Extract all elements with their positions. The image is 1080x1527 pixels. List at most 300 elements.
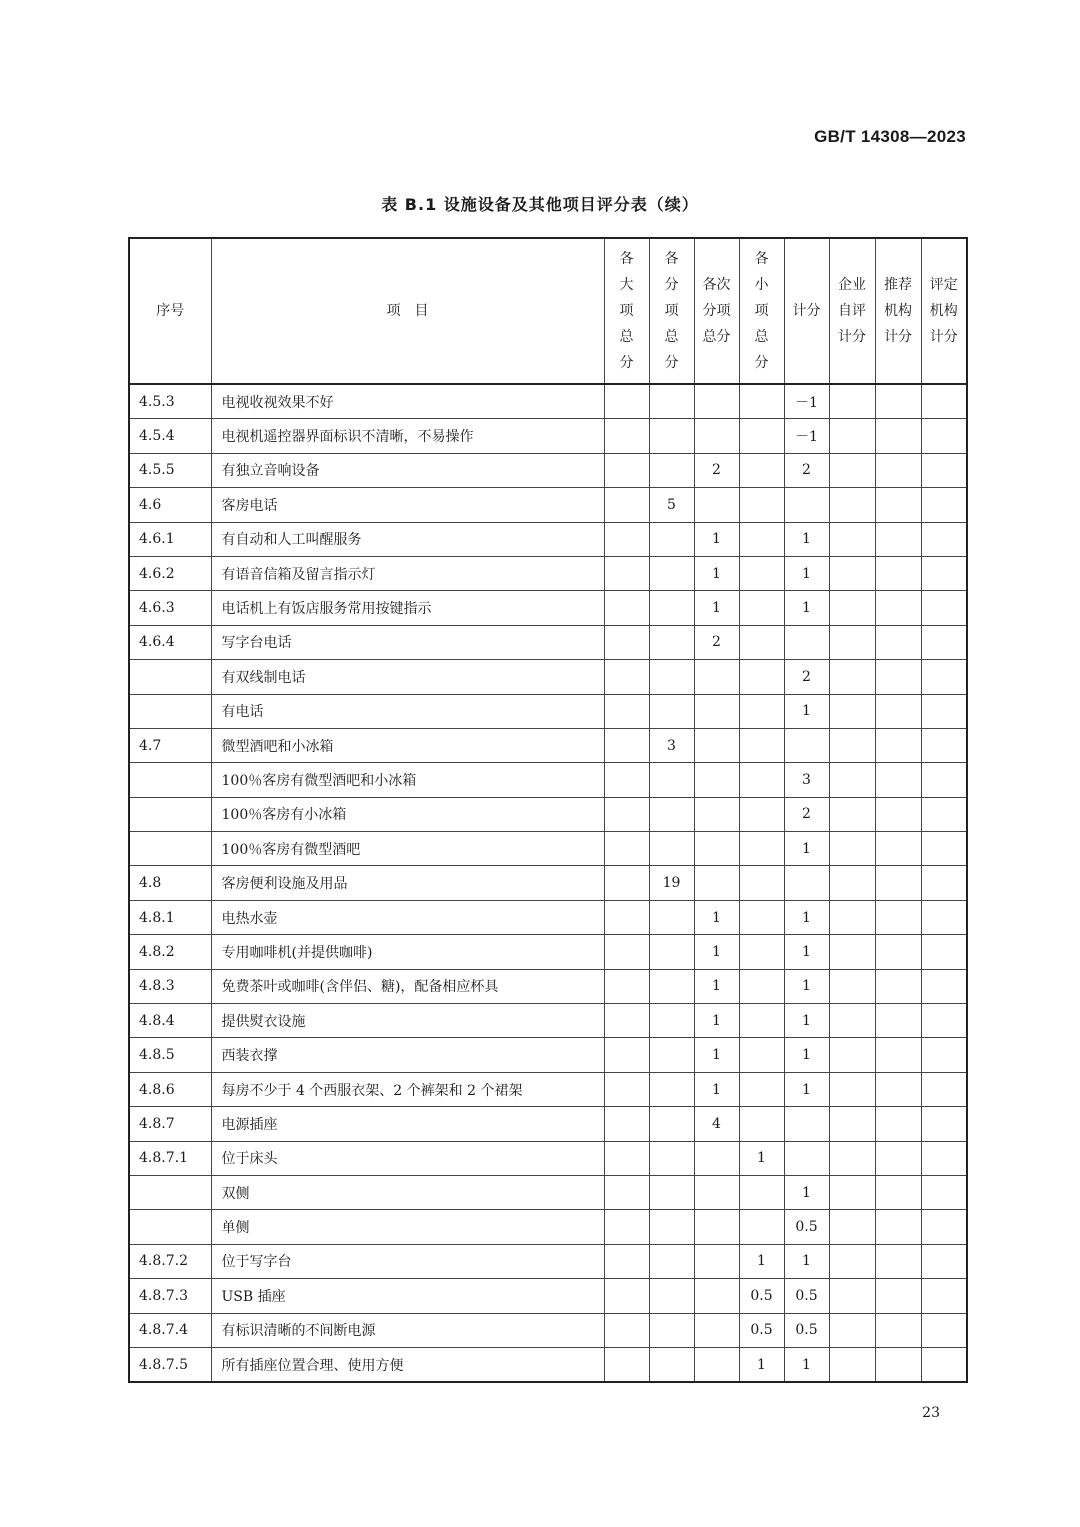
cell-recommend-score: [875, 797, 921, 831]
col-header-sub-total-text: 各分项总分: [664, 251, 679, 371]
cell-rating-score: [921, 556, 967, 590]
cell-secondary-total: 1: [694, 935, 739, 969]
cell-major-total: [604, 591, 649, 625]
cell-minor-total: [739, 591, 784, 625]
cell-secondary-total: 1: [694, 556, 739, 590]
cell-item: 电视机遥控器界面标识不清晰，不易操作: [211, 419, 604, 453]
cell-sub-total: [649, 419, 694, 453]
table-row: [129, 969, 967, 1003]
cell-minor-total: [739, 660, 784, 694]
cell-self-score: [829, 522, 875, 556]
col-header-secondary-total-text: 各次分项总分: [702, 277, 731, 345]
table-row: [129, 556, 967, 590]
cell-score: [784, 625, 829, 659]
cell-self-score: [829, 969, 875, 1003]
cell-item: 有电话: [211, 694, 604, 728]
cell-item: 100％客房有微型酒吧和小冰箱: [211, 763, 604, 797]
cell-score: 1: [784, 1244, 829, 1278]
cell-item: 有独立音响设备: [211, 453, 604, 487]
cell-seq: 4.8.7.3: [129, 1279, 211, 1313]
cell-seq: 4.6: [129, 488, 211, 522]
cell-recommend-score: [875, 591, 921, 625]
cell-item: 100％客房有小冰箱: [211, 797, 604, 831]
col-header-rating-score-text: 评定机构计分: [929, 277, 958, 345]
cell-rating-score: [921, 488, 967, 522]
cell-rating-score: [921, 1279, 967, 1313]
cell-recommend-score: [875, 832, 921, 866]
cell-seq: 4.8.6: [129, 1072, 211, 1106]
cell-seq: 4.8.4: [129, 1004, 211, 1038]
cell-item: 每房不少于 4 个西服衣架、2 个裤架和 2 个裙架: [211, 1072, 604, 1106]
cell-item: USB 插座: [211, 1279, 604, 1313]
table-row: [129, 1279, 967, 1313]
cell-major-total: [604, 384, 649, 419]
cell-recommend-score: [875, 900, 921, 934]
cell-recommend-score: [875, 1072, 921, 1106]
cell-score: 1: [784, 832, 829, 866]
cell-seq: [129, 660, 211, 694]
cell-score: 2: [784, 797, 829, 831]
cell-item: 100％客房有微型酒吧: [211, 832, 604, 866]
cell-secondary-total: 1: [694, 1072, 739, 1106]
cell-self-score: [829, 419, 875, 453]
cell-secondary-total: [694, 419, 739, 453]
table-row: [129, 763, 967, 797]
cell-recommend-score: [875, 1038, 921, 1072]
cell-secondary-total: [694, 660, 739, 694]
table-row: [129, 1175, 967, 1209]
cell-major-total: [604, 1313, 649, 1347]
cell-self-score: [829, 1107, 875, 1141]
cell-score: －1: [784, 419, 829, 453]
cell-item: 客房电话: [211, 488, 604, 522]
cell-sub-total: [649, 625, 694, 659]
col-header-recommend-score-text: 推荐机构计分: [884, 277, 912, 345]
cell-sub-total: [649, 797, 694, 831]
cell-sub-total: [649, 763, 694, 797]
cell-rating-score: [921, 935, 967, 969]
cell-secondary-total: 1: [694, 1038, 739, 1072]
cell-seq: 4.8.7.1: [129, 1141, 211, 1175]
cell-major-total: [604, 969, 649, 1003]
cell-sub-total: [649, 1210, 694, 1244]
cell-minor-total: 1: [739, 1244, 784, 1278]
cell-major-total: [604, 900, 649, 934]
cell-major-total: [604, 728, 649, 762]
table-row: [129, 1210, 967, 1244]
cell-self-score: [829, 1141, 875, 1175]
table-row: [129, 1038, 967, 1072]
cell-sub-total: [649, 1313, 694, 1347]
col-header-sub-total: [649, 238, 694, 384]
cell-self-score: [829, 832, 875, 866]
cell-rating-score: [921, 453, 967, 487]
cell-seq: 4.6.3: [129, 591, 211, 625]
cell-secondary-total: [694, 1244, 739, 1278]
cell-secondary-total: [694, 832, 739, 866]
table-row: [129, 384, 967, 419]
cell-score: [784, 866, 829, 900]
cell-rating-score: [921, 1175, 967, 1209]
cell-secondary-total: [694, 1141, 739, 1175]
cell-minor-total: [739, 728, 784, 762]
cell-score: 1: [784, 969, 829, 1003]
cell-major-total: [604, 556, 649, 590]
table-row: [129, 1004, 967, 1038]
cell-rating-score: [921, 728, 967, 762]
cell-item: 电源插座: [211, 1107, 604, 1141]
col-header-major-total-text: 各大项总分: [619, 251, 634, 371]
cell-secondary-total: [694, 763, 739, 797]
cell-major-total: [604, 866, 649, 900]
cell-recommend-score: [875, 384, 921, 419]
cell-recommend-score: [875, 1279, 921, 1313]
table-row: [129, 419, 967, 453]
cell-score: 3: [784, 763, 829, 797]
cell-major-total: [604, 1175, 649, 1209]
cell-sub-total: [649, 1072, 694, 1106]
cell-sub-total: [649, 1347, 694, 1382]
cell-rating-score: [921, 694, 967, 728]
cell-sub-total: [649, 1279, 694, 1313]
cell-item: 位于床头: [211, 1141, 604, 1175]
table-row: [129, 694, 967, 728]
cell-item: 提供熨衣设施: [211, 1004, 604, 1038]
table-row: [129, 1244, 967, 1278]
cell-self-score: [829, 1004, 875, 1038]
cell-sub-total: [649, 1107, 694, 1141]
col-header-rating-score: [921, 238, 967, 384]
cell-minor-total: [739, 419, 784, 453]
cell-score: 2: [784, 453, 829, 487]
cell-sub-total: [649, 935, 694, 969]
cell-major-total: [604, 1244, 649, 1278]
cell-seq: [129, 797, 211, 831]
cell-major-total: [604, 522, 649, 556]
cell-self-score: [829, 1175, 875, 1209]
cell-sub-total: [649, 522, 694, 556]
col-header-seq: 序号: [129, 238, 211, 384]
cell-self-score: [829, 866, 875, 900]
table-row: [129, 1107, 967, 1141]
cell-secondary-total: 1: [694, 522, 739, 556]
col-header-minor-total-text: 各小项总分: [754, 251, 769, 371]
col-header-self-score-text: 企业自评计分: [838, 277, 866, 345]
cell-item: 有语音信箱及留言指示灯: [211, 556, 604, 590]
cell-item: 客房便利设施及用品: [211, 866, 604, 900]
cell-recommend-score: [875, 1141, 921, 1175]
cell-rating-score: [921, 866, 967, 900]
cell-score: 0.5: [784, 1279, 829, 1313]
cell-score: －1: [784, 384, 829, 419]
cell-seq: 4.8.7.2: [129, 1244, 211, 1278]
table-row: [129, 522, 967, 556]
table-row: [129, 935, 967, 969]
cell-minor-total: [739, 384, 784, 419]
cell-self-score: [829, 694, 875, 728]
cell-seq: 4.5.5: [129, 453, 211, 487]
cell-self-score: [829, 763, 875, 797]
cell-score: 1: [784, 1347, 829, 1382]
cell-score: 1: [784, 1072, 829, 1106]
cell-sub-total: [649, 900, 694, 934]
cell-major-total: [604, 832, 649, 866]
cell-rating-score: [921, 1072, 967, 1106]
cell-minor-total: [739, 866, 784, 900]
cell-recommend-score: [875, 660, 921, 694]
cell-recommend-score: [875, 419, 921, 453]
cell-item: 有标识清晰的不间断电源: [211, 1313, 604, 1347]
cell-self-score: [829, 625, 875, 659]
cell-sub-total: [649, 1244, 694, 1278]
cell-minor-total: [739, 900, 784, 934]
cell-seq: 4.8.1: [129, 900, 211, 934]
table-row: [129, 591, 967, 625]
cell-minor-total: 0.5: [739, 1279, 784, 1313]
cell-self-score: [829, 1279, 875, 1313]
cell-recommend-score: [875, 453, 921, 487]
cell-recommend-score: [875, 1107, 921, 1141]
table-row: [129, 866, 967, 900]
cell-minor-total: [739, 1107, 784, 1141]
cell-secondary-total: [694, 1347, 739, 1382]
cell-secondary-total: [694, 1175, 739, 1209]
cell-score: 1: [784, 1004, 829, 1038]
cell-rating-score: [921, 1107, 967, 1141]
cell-secondary-total: [694, 694, 739, 728]
cell-sub-total: [649, 384, 694, 419]
cell-secondary-total: [694, 797, 739, 831]
table-row: [129, 728, 967, 762]
cell-self-score: [829, 797, 875, 831]
cell-secondary-total: [694, 1210, 739, 1244]
cell-rating-score: [921, 969, 967, 1003]
table-row: [129, 797, 967, 831]
cell-item: 电话机上有饭店服务常用按键指示: [211, 591, 604, 625]
col-header-recommend-score: [875, 238, 921, 384]
cell-rating-score: [921, 660, 967, 694]
cell-major-total: [604, 1141, 649, 1175]
table-header-row: [129, 238, 967, 384]
cell-rating-score: [921, 1004, 967, 1038]
cell-recommend-score: [875, 1210, 921, 1244]
cell-self-score: [829, 660, 875, 694]
cell-seq: 4.6.4: [129, 625, 211, 659]
table-row: [129, 1141, 967, 1175]
cell-sub-total: [649, 591, 694, 625]
table-row: [129, 832, 967, 866]
cell-seq: [129, 832, 211, 866]
cell-rating-score: [921, 1038, 967, 1072]
cell-minor-total: [739, 1210, 784, 1244]
cell-self-score: [829, 384, 875, 419]
cell-sub-total: [649, 556, 694, 590]
cell-self-score: [829, 1244, 875, 1278]
cell-sub-total: [649, 660, 694, 694]
col-header-secondary-total: [694, 238, 739, 384]
cell-recommend-score: [875, 969, 921, 1003]
table-row: [129, 660, 967, 694]
cell-minor-total: [739, 969, 784, 1003]
cell-secondary-total: [694, 1279, 739, 1313]
cell-score: [784, 488, 829, 522]
cell-score: [784, 728, 829, 762]
cell-secondary-total: [694, 384, 739, 419]
cell-seq: [129, 1210, 211, 1244]
cell-minor-total: [739, 797, 784, 831]
cell-sub-total: 3: [649, 728, 694, 762]
cell-rating-score: [921, 625, 967, 659]
col-header-item: 项 目: [211, 238, 604, 384]
cell-self-score: [829, 1038, 875, 1072]
cell-seq: 4.8.3: [129, 969, 211, 1003]
cell-self-score: [829, 1210, 875, 1244]
cell-item: 有双线制电话: [211, 660, 604, 694]
table-title: 表 B.1 设施设备及其他项目评分表（续）: [381, 195, 699, 214]
cell-score: [784, 1141, 829, 1175]
cell-score: [784, 1107, 829, 1141]
cell-minor-total: [739, 935, 784, 969]
cell-item: 电视收视效果不好: [211, 384, 604, 419]
cell-minor-total: [739, 522, 784, 556]
cell-item: 双侧: [211, 1175, 604, 1209]
cell-self-score: [829, 1072, 875, 1106]
cell-secondary-total: 1: [694, 900, 739, 934]
cell-recommend-score: [875, 763, 921, 797]
cell-major-total: [604, 488, 649, 522]
table-row: [129, 488, 967, 522]
cell-item: 所有插座位置合理、使用方便: [211, 1347, 604, 1382]
cell-minor-total: [739, 556, 784, 590]
cell-secondary-total: [694, 728, 739, 762]
cell-major-total: [604, 1038, 649, 1072]
cell-secondary-total: 2: [694, 625, 739, 659]
cell-rating-score: [921, 1210, 967, 1244]
cell-item: 西装衣撑: [211, 1038, 604, 1072]
cell-minor-total: [739, 832, 784, 866]
cell-score: 1: [784, 694, 829, 728]
cell-item: 专用咖啡机(并提供咖啡): [211, 935, 604, 969]
cell-minor-total: [739, 1038, 784, 1072]
cell-minor-total: 1: [739, 1141, 784, 1175]
cell-sub-total: 19: [649, 866, 694, 900]
cell-minor-total: [739, 625, 784, 659]
cell-sub-total: [649, 453, 694, 487]
cell-seq: 4.8.2: [129, 935, 211, 969]
cell-score: 1: [784, 1175, 829, 1209]
cell-rating-score: [921, 1244, 967, 1278]
cell-sub-total: [649, 1175, 694, 1209]
cell-minor-total: [739, 1072, 784, 1106]
cell-minor-total: [739, 453, 784, 487]
cell-major-total: [604, 625, 649, 659]
cell-seq: 4.5.4: [129, 419, 211, 453]
page-number: 23: [922, 1405, 940, 1421]
cell-sub-total: [649, 832, 694, 866]
cell-seq: 4.8.7.5: [129, 1347, 211, 1382]
cell-major-total: [604, 694, 649, 728]
cell-major-total: [604, 1004, 649, 1038]
cell-seq: 4.6.1: [129, 522, 211, 556]
cell-rating-score: [921, 522, 967, 556]
cell-seq: 4.6.2: [129, 556, 211, 590]
cell-item: 位于写字台: [211, 1244, 604, 1278]
cell-self-score: [829, 900, 875, 934]
table-row: [129, 1072, 967, 1106]
cell-score: 1: [784, 591, 829, 625]
cell-major-total: [604, 935, 649, 969]
cell-self-score: [829, 556, 875, 590]
cell-self-score: [829, 935, 875, 969]
cell-secondary-total: 1: [694, 591, 739, 625]
cell-minor-total: [739, 694, 784, 728]
cell-item: 免费茶叶或咖啡(含伴侣、糖)，配备相应杯具: [211, 969, 604, 1003]
cell-major-total: [604, 1107, 649, 1141]
cell-rating-score: [921, 1141, 967, 1175]
cell-seq: 4.8.5: [129, 1038, 211, 1072]
cell-major-total: [604, 453, 649, 487]
cell-rating-score: [921, 1313, 967, 1347]
cell-recommend-score: [875, 866, 921, 900]
cell-seq: [129, 694, 211, 728]
cell-rating-score: [921, 591, 967, 625]
cell-major-total: [604, 1347, 649, 1382]
cell-secondary-total: [694, 488, 739, 522]
cell-major-total: [604, 1279, 649, 1313]
cell-item: 微型酒吧和小冰箱: [211, 728, 604, 762]
cell-seq: [129, 1175, 211, 1209]
cell-recommend-score: [875, 1313, 921, 1347]
cell-sub-total: [649, 1141, 694, 1175]
cell-score: 1: [784, 1038, 829, 1072]
cell-major-total: [604, 660, 649, 694]
cell-seq: 4.8.7.4: [129, 1313, 211, 1347]
cell-major-total: [604, 797, 649, 831]
cell-rating-score: [921, 900, 967, 934]
cell-major-total: [604, 763, 649, 797]
cell-sub-total: [649, 694, 694, 728]
scoring-table: [128, 237, 968, 1383]
cell-self-score: [829, 591, 875, 625]
cell-recommend-score: [875, 935, 921, 969]
table-row: [129, 900, 967, 934]
cell-self-score: [829, 453, 875, 487]
col-header-minor-total: [739, 238, 784, 384]
cell-item: 单侧: [211, 1210, 604, 1244]
table-row: [129, 453, 967, 487]
cell-seq: 4.8: [129, 866, 211, 900]
cell-secondary-total: 1: [694, 969, 739, 1003]
cell-item: 写字台电话: [211, 625, 604, 659]
cell-secondary-total: 1: [694, 1004, 739, 1038]
cell-rating-score: [921, 1347, 967, 1382]
cell-sub-total: [649, 969, 694, 1003]
cell-minor-total: [739, 763, 784, 797]
col-header-major-total: [604, 238, 649, 384]
cell-major-total: [604, 1072, 649, 1106]
cell-minor-total: [739, 1004, 784, 1038]
cell-recommend-score: [875, 556, 921, 590]
cell-major-total: [604, 419, 649, 453]
standard-code: GB/T 14308—2023: [814, 127, 966, 146]
cell-self-score: [829, 728, 875, 762]
cell-rating-score: [921, 384, 967, 419]
cell-seq: 4.7: [129, 728, 211, 762]
cell-secondary-total: [694, 1313, 739, 1347]
cell-item: 有自动和人工叫醒服务: [211, 522, 604, 556]
cell-score: 1: [784, 935, 829, 969]
cell-score: 1: [784, 900, 829, 934]
